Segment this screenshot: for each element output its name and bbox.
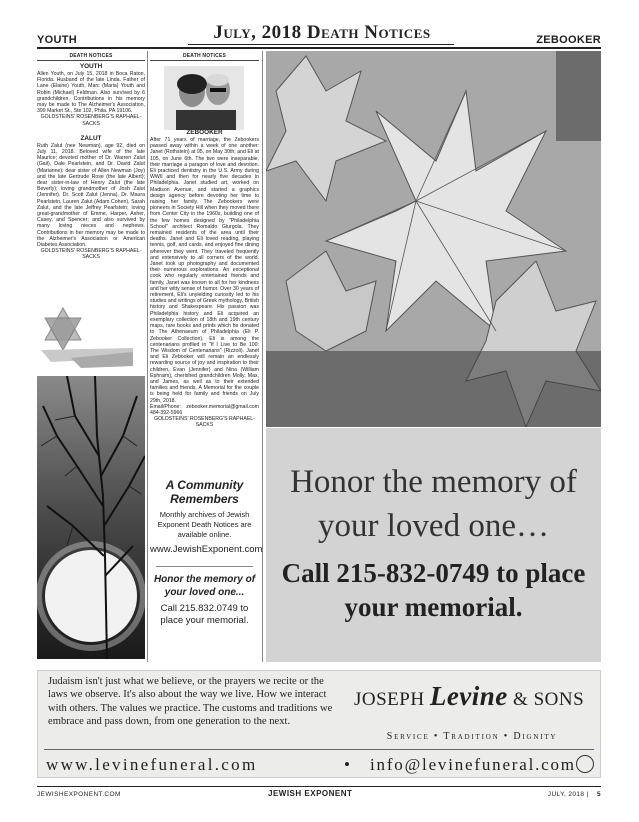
ad-website[interactable]: www.levinefuneral.com (46, 755, 258, 774)
footer-separator: | (586, 791, 589, 798)
obituary-name: YOUTH (79, 63, 103, 70)
moon-tree-photo (37, 376, 145, 659)
ad-brand (354, 681, 590, 712)
obituary-name: ZALUT (80, 134, 102, 142)
couple-photo (164, 66, 244, 130)
ad-tagline: Service • Tradition • Dignity (386, 731, 558, 742)
community-honor: Honor the memory of your loved one... (153, 574, 256, 598)
footer-website: JEWISHEXPONENT.COM (37, 791, 121, 798)
column-label-1: DEATH NOTICES (37, 51, 145, 61)
ad-separator: • (344, 755, 350, 774)
memorial-ad (266, 428, 601, 662)
ad-text: Judaism isn't just what we believe, or the prayers we recite or the laws we observe. It's also about the way we live. How we interact with others. The values we practice. The customs and traditions we embrace and pass down, from one generation to the next. (48, 676, 333, 727)
funeral-home: GOLDSTEINS' ROSENBERG'S RAPHAEL-SACKS (40, 248, 142, 261)
obituary-text: Ruth Zalut (nee Newman), age 92, died on July 11, 2018. Beloved wife of the late Maurice; devoted mother of Dr. Warren Zalut (Gail), Dale Pearlstein, and Dr. David Zalut (Marianne); dear sister of Allen Newman (Joy) and the late Gertrude Rose (the late Albert); dear sister-in-law of Henry Zalut (the late Beverly); loving grandmother of Josh Zalut (Jennifer), Dr. Scott Zalut (Jenna), Dr. Maura Pearlstein, Lauren Zalut (Adam Cohen), Sarah Zalut, and the late Jeffrey Pearlstein; loving great-grandmother of Emme, Harper, Asher, Casey, and Spencer; and also survived by many loving nieces and nephews. Contributions in her memory may be made to the Alzheimer's Association or American Diabetes Association. (37, 142, 145, 249)
header-divider (37, 47, 601, 49)
obituary-text: After 71 years of marriage, the Zebookers passed away within a week of one another: Janet (Rothstein) at 95, on May 30th; and Eli at 105, on June 6th. The two were inseparable, their marriage a paragon of love and devotion. Eli practiced dentistry in the U.S. Army during WWII and then for nearly five decades in Philadelphia. Janet studied art, worked on Madison Avenue, and started a graphics design agency before devoting her time to raising her family. The Zebookers were pioneers in Society Hill when they moved there from Center City in the 1960s, building one of the few homes designed by "Philadelphia School" architect Romaldo Giurgola. They remained residents of the area until their deaths. Janet and Eli loved reading, playing tennis, golf, and cards, and enjoyed fine dining wherever they went. They traveled frequently and extensively to all corners of the world. Janet took up photography and documented their numerous explorations. An exceptional cook who regularly entertained friends and family, Janet was known to all for her kindness and her witty sense of humor. Over 30 years of retirement, Eli's unyielding curiosity led to his studies and writings of Greek mythology, British history and Shakespeare. His passion was Philadelphia history and Eli acquired an exemplary collection of 18th and 19th century maps, rare books and prints which he donated to The Athenaeum of Philadelphia (Eli P. Zebooker Collection). Eli is among the centenarians profiled in "If I Live to Be 100: The Wisdom of Centenarians" (Rizzoli). Janet and Eli Zebooker will remain an endlessly rewarding source of joy and inspiration to their children, Evan (Jennifer) and Nina (William Ephraim), cherished grandchildren Molly, Max, and James, as well as to their extended families and friends. A Memorial for the couple is being held for family and friends on July 29th, 2018. (150, 137, 259, 404)
obituary-text: Allen Youth, on July 15, 2018 in Boca Raton, Florida. Husband of the late Linda. Father of Lane (Elaine) Youth, Marc (Maria) Youth and Robin (Michael) Feldman. Also survived by 6 grandchildren. Contributions in his memory may be made to The Alzheimer's Association, 399 Market St., Ste 102, Phila. PA 19106. (37, 71, 145, 115)
footer-divider (37, 786, 601, 787)
community-call: Call 215.832.0749 to place your memorial. (160, 603, 249, 626)
brand-last: & SONS (513, 689, 585, 710)
column-divider-1 (147, 51, 148, 662)
community-url[interactable]: www.JewishExponent.com (150, 544, 263, 555)
brand-script: Levine (429, 681, 508, 711)
funeral-home: GOLDSTEINS' ROSENBERG'S RAPHAEL-SACKS (154, 416, 255, 429)
ad-email[interactable]: info@levinefuneral.com (370, 755, 576, 774)
memorial-call: Call 215-832-0749 to place your memorial. (281, 558, 586, 622)
footer-date-page (548, 791, 601, 798)
community-remembers-box (150, 478, 263, 627)
memorial-headline: Honor the memory of your loved one… (290, 464, 577, 544)
levine-advertisement (37, 670, 601, 778)
obituary-contact: Email/Phone: zebooker.memorial@gmail.com 484-392-5966 (150, 403, 259, 416)
obituaries-column-1 (37, 61, 145, 261)
community-subtitle: Monthly archives of Jewish Exponent Death Notices are available online. (157, 510, 252, 539)
obituary-youth (37, 63, 145, 127)
page-number: 5 (596, 791, 601, 798)
ad-divider (44, 749, 594, 750)
leaves-photo (266, 51, 601, 427)
community-divider (156, 566, 253, 567)
community-title: A Community Remembers (165, 478, 244, 506)
obituary-name: ZEBOOKER (186, 129, 223, 136)
star-of-david-graphic (41, 300, 133, 370)
header-name-right: ZEBOOKER (536, 34, 601, 46)
footer-publication: JEWISH EXPONENT (268, 789, 353, 798)
funeral-home: GOLDSTEINS' ROSENBERG'S RAPHAEL-SACKS (40, 114, 142, 127)
footer-date: JULY, 2018 (547, 791, 585, 798)
obituary-zebooker (150, 129, 259, 429)
header-name-left: YOUTH (37, 34, 77, 46)
page-title: July, 2018 Death Notices (213, 22, 431, 43)
brand-first: JOSEPH (354, 689, 425, 710)
obituary-zalut (37, 135, 145, 261)
column-divider-2 (262, 51, 263, 662)
title-underline (188, 44, 454, 45)
column-label-2: DEATH NOTICES (150, 51, 259, 61)
seal-icon (576, 755, 594, 773)
